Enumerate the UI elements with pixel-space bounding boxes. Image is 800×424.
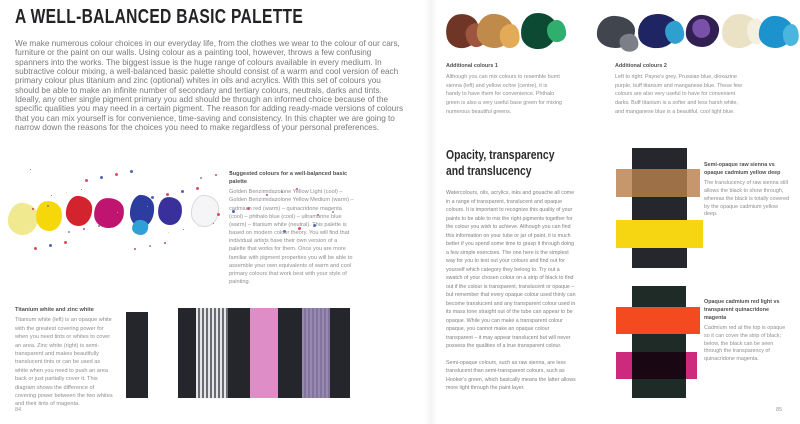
splatter-dot — [49, 244, 52, 247]
splatter-dot — [198, 226, 199, 227]
splatter-dot — [32, 208, 34, 210]
swatch-yellow-ochre — [476, 13, 514, 49]
swatch-paynes-grey-highlight — [619, 34, 639, 53]
whites-caption — [15, 306, 113, 409]
swatch-dioxazine-purple — [685, 14, 721, 49]
splatter-dot — [64, 241, 67, 244]
splatter-dot — [200, 177, 202, 179]
splatter-dot — [132, 209, 133, 210]
swatch-prussian-blue — [637, 13, 679, 50]
section-heading-line2: and translucency — [446, 162, 532, 178]
black-strip-2 — [632, 286, 686, 398]
splatter-dot — [168, 232, 169, 233]
opacity-figure-1 — [614, 146, 706, 271]
zinc-magenta-tint-stroke — [302, 308, 330, 398]
swatch-prussian-blue-highlight — [664, 20, 685, 44]
splatter-dot — [196, 187, 199, 190]
black-strip — [126, 312, 148, 398]
raw-sienna-bar — [616, 169, 700, 197]
splatter-dot — [217, 213, 220, 216]
figure-2-caption — [704, 299, 790, 364]
splatter-dot — [115, 173, 118, 176]
swatch-paynes-grey — [596, 15, 636, 49]
additional-colours-2-body: Left to right: Payne's grey, Prussian blue, dioxazine purple, buff titanium and manganese blue. These few colours are also very useful to have for convenient darks. Buff titanium is a softer and less harsh white, and manganese blue is a beautiful, cool light blue. — [615, 73, 742, 115]
titanium-magenta-tint-stroke — [250, 308, 278, 398]
quinacridone-magenta-bar — [616, 352, 697, 379]
splatter-dot — [130, 170, 133, 173]
splatter-dot — [81, 189, 82, 190]
splotch-titanium-white — [190, 194, 220, 228]
splotch-cadmium-red — [65, 195, 94, 227]
black-strip-1 — [632, 148, 687, 268]
figure-2-caption-title: Opaque cadmium red light vs transparent quinacridone magenta — [704, 299, 780, 321]
cadmium-red-bar — [616, 307, 700, 334]
palette-splatter-figure — [0, 163, 420, 268]
swatch-buff-titanium — [721, 12, 760, 49]
zinc-white-stroke — [196, 308, 228, 398]
splatter-dot — [83, 228, 85, 230]
splatter-dot — [117, 212, 118, 213]
suggested-palette-caption-title: Suggested colours for a well-balanced basic palette — [229, 171, 348, 186]
whites-diagram — [115, 305, 360, 400]
splatter-dot — [149, 245, 151, 247]
page-gutter — [424, 0, 438, 424]
splotch-ultramarine-blue — [157, 196, 183, 226]
splatter-dot — [34, 247, 37, 250]
page-number-right: 85 — [776, 407, 783, 413]
splatter-dot — [100, 176, 103, 179]
splatter-dot — [134, 248, 136, 250]
swatch-yellow-ochre-highlight — [499, 23, 520, 49]
splotch-yellow-light — [6, 202, 39, 237]
opacity-figure-2 — [614, 284, 706, 400]
swatch-phthalo-green — [520, 12, 558, 50]
splatter-dot — [113, 222, 115, 224]
suggested-palette-caption — [229, 170, 354, 286]
black-panel — [178, 308, 350, 398]
section-paragraph-1: Watercolours, oils, acrylics, inks and gouache all come in a range of transparent, translucent and opaque colours. It is important to recognize this quality of your paints to be able to mix the right pigments together for the colour you wish to achieve. Although you can find this information on your tube or jar of paint, it is much better if you spend some time to grasp it through doing a few simple exercises. The one here is the simplest way for you to test out your colours and find out for yourself which category they belong to. Try out a swatch of your chosen colour on a strip of black to find out if the colour is transparent, translucent or opaque – but remember that every opaque colour used thinly can become translucent and any transparent colour used in its mass tone straight out of the tube can appear to be opaque. While you can make a transparent colour opaque, you cannot make an opaque colour transparent – it may appear translucent but will never possess the qualities of a true transparent colour. — [446, 190, 576, 349]
swatch-burnt-sienna — [444, 12, 481, 50]
splatter-dot — [166, 193, 169, 196]
splatter-dot — [47, 205, 49, 207]
figure-1-caption — [704, 162, 790, 219]
section-heading — [446, 147, 554, 178]
swatch-phthalo-green-highlight — [547, 20, 567, 43]
splatter-dot — [181, 190, 184, 193]
additional-colours-2-title: Additional colours 2 — [615, 63, 667, 69]
page-title: A WELL-BALANCED BASIC PALETTE — [15, 6, 304, 28]
section-body — [446, 189, 577, 401]
splatter-dot — [30, 169, 31, 170]
swatch-manganese-blue — [758, 15, 794, 49]
whites-caption-title: Titanium white and zinc white — [15, 307, 94, 313]
suggested-palette-caption-body: Golden Benzimidazolone Yellow Light (cool) – Golden Benzimidazolone Yellow Medium (warm) – cadmium red (warm) – quinacridone magenta (cool) – phthalo blue (cool) – ultramarine blue (warm) – titanium white (neutral). This palette is based on modern colour theory. You will find that individual artists have their own version of a palette that works for them. Once you are more familiar with pigment properties you will be able to assemble your own equivalents of warm and cool primary colours that work best with your style of painting. — [229, 189, 354, 286]
additional-colours-1-body: Although you can mix colours to resemble burnt sienna (left) and yellow ochre (centre), it is handy to have them for convenience. Phthalo green is also a very useful base green for mixing numerous beautiful greens. — [446, 73, 562, 115]
splatter-dot — [164, 242, 166, 244]
swatch-dioxazine-purple-highlight — [691, 18, 711, 39]
splatter-dot — [183, 229, 184, 230]
splatter-dot — [66, 192, 67, 193]
splatter-dot — [85, 179, 88, 182]
splotch-yellow-medium — [34, 200, 63, 233]
page-number-left: 84 — [15, 407, 22, 413]
swatch-manganese-blue-highlight — [782, 23, 800, 46]
figure-1-caption-body: The translucency of raw sienna still allows the black to show through, whereas the black is totally covered by the opaque cadmium yellow deep. — [704, 179, 790, 218]
splatter-dot — [151, 196, 154, 199]
figure-2-caption-body: Cadmium red at the top is opaque so it can cover the strip of black; below, the black can be seen through the transparency of quinacridone magenta. — [704, 324, 786, 363]
splatter-dot — [68, 231, 70, 233]
splotch-phthalo-blue-accent — [132, 220, 149, 236]
figure-1-caption-title: Semi-opaque raw sienna vs opaque cadmium yellow deep — [704, 162, 781, 176]
splatter-dot — [213, 223, 214, 224]
whites-caption-body: Titanium white (left) is an opaque white with the greatest covering power for when you need tints or whites to cover an area. Zinc white (right) is semi-transparent and makes beautifully translucent tints or can be used as white when you need to push an area back or just partially cover it. This diagram shows the difference of covering power between the two whites and their tints of magenta. — [15, 317, 113, 408]
section-heading-line1: Opacity, transparency — [446, 147, 555, 162]
intro-paragraph: We make numerous colour choices in our everyday life, from the clothes we wear to the colour of our cars, furniture or the paint on our walls. Using colour as a painting tool, however, throws a few confusing spanners into the works. The biggest issue is the huge range of colours available in every medium. In subtractive colour mixing, a well-balanced basic palette should consist of a warm and cool version of each primary colour plus titanium and zinc (optional) whites in oils and acrylics. With this set of colours you should be able to make an infinite number of secondary and tertiary colours, neutrals, darks and tints. Ideally, any other single pigment primary you add should be through an informed choice because of the specific qualities you may need in a certain pigment. The reason for adding ready-made versions of colours that you can mix yourself is for convenience, time-saving and consistency. In this chapter we are going to narrow down the reasons for the choices you need to make regardless of your personal preferences. — [15, 39, 404, 133]
cadmium-yellow-bar — [616, 220, 703, 248]
splatter-dot — [51, 195, 52, 196]
additional-colours-1-title: Additional colours 1 — [446, 63, 498, 69]
additional-colours-1-caption — [446, 62, 562, 117]
splatter-dot — [98, 225, 100, 227]
splatter-dot — [215, 174, 217, 176]
additional-colours-2-caption — [615, 62, 742, 117]
splotch-phthalo-blue — [129, 194, 155, 227]
section-paragraph-2: Semi-opaque colours, such as raw sienna, are less translucent than semi-transparent colours, such as Hooker's green, which basically means the latter allows more light through the paint layer. — [446, 359, 576, 391]
splatter-dot — [147, 206, 148, 207]
